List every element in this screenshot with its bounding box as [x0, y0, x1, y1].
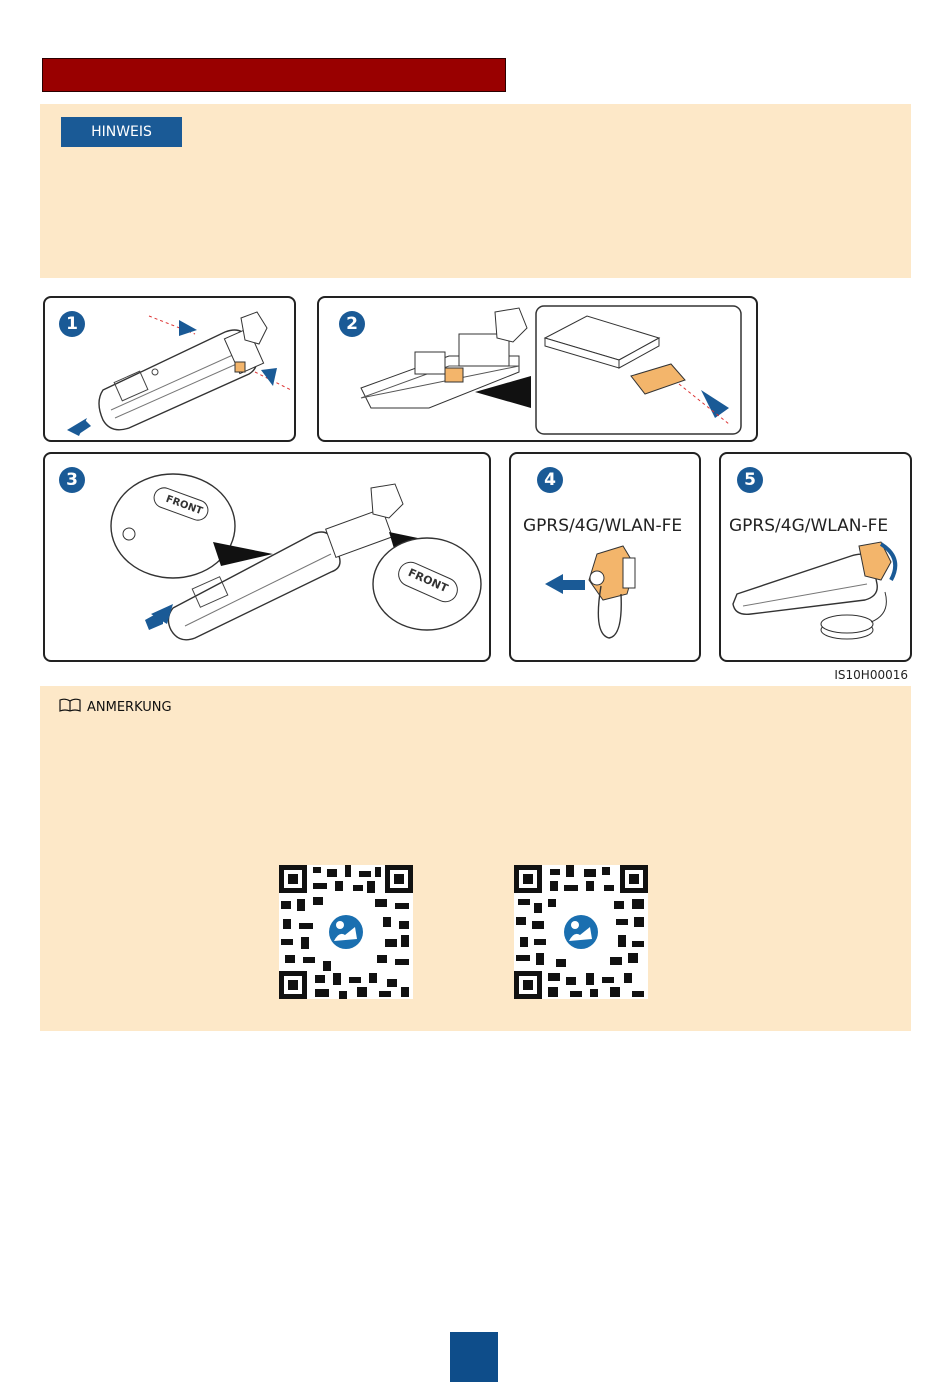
step-3-panel	[43, 452, 491, 662]
step-1-badge: 1	[59, 311, 85, 337]
step-4-panel	[509, 452, 701, 662]
figure-id: IS10H00016	[834, 668, 908, 682]
step-2-illustration	[319, 298, 760, 444]
section-title-bar	[42, 58, 506, 92]
remark-heading	[59, 698, 172, 716]
step-5-panel	[719, 452, 912, 662]
step-2-badge: 2	[339, 311, 365, 337]
qr-code-left	[279, 865, 413, 999]
step-5-badge: 5	[737, 467, 763, 493]
step-2-panel	[317, 296, 758, 442]
remark-label: ANMERKUNG	[87, 699, 172, 715]
qr-code-right	[514, 865, 648, 999]
step-3-illustration	[45, 454, 493, 664]
remark-box	[40, 686, 911, 1031]
front-label-bottom: FRONT	[406, 566, 450, 595]
book-icon	[59, 698, 81, 716]
front-label-top: FRONT	[164, 493, 204, 518]
step-5-port-label: GPRS/4G/WLAN-FE	[729, 516, 889, 536]
step-4-badge: 4	[537, 467, 563, 493]
step-4-port-label: GPRS/4G/WLAN-FE	[523, 516, 683, 536]
step-1-panel	[43, 296, 296, 442]
notice-label: HINWEIS	[61, 117, 182, 147]
page-number-block	[450, 1332, 498, 1382]
step-3-badge: 3	[59, 467, 85, 493]
